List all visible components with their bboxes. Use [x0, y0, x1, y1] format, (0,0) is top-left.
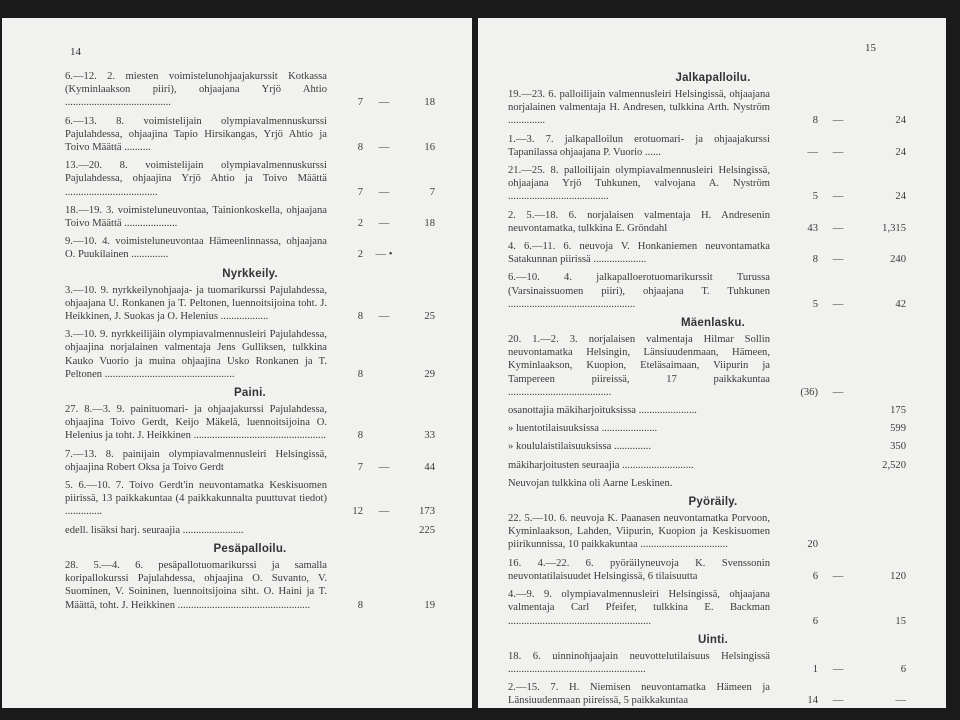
entry-value-end: 599 — [890, 423, 906, 435]
section-heading: Pyöräily. — [688, 496, 738, 509]
entry-dash: — — [378, 97, 390, 109]
entry-value-end: 44 — [424, 461, 435, 473]
entry-dash: — — [378, 311, 390, 323]
entry-value-end: 16 — [424, 142, 435, 154]
entry-description: 20. 1.—2. 3. norjalaisen valmentaja Hilmar Sollin neuvontamatka Helsingin, Länsiuudenmaan, Hämeen, Kyminlaakson, Kuopion, Eteläsaimaan, Viipurin ja Tampereen piireissä, 17 paikkakuntaa ....................................... — [508, 334, 770, 398]
entry-dash: — — [832, 115, 844, 127]
entry-description: 19.—23. 6. palloilijain valmennusleiri Helsingissä, ohjaajana norjalainen valmentaja H. Andresen, tulkkina Arth. Nyström .............. — [508, 89, 770, 127]
entry-description: 4.—9. 9. olympiavalmennusleiri Helsingissä, ohjaajana valmentaja Carl Pfeifer, tulkkina E. Backman ...................................................... — [508, 589, 770, 627]
entry-value-start: 8 — [357, 599, 363, 611]
table-row — [65, 159, 435, 199]
table-row — [508, 459, 918, 472]
entry-value-start: 7 — [357, 97, 363, 109]
table-row — [65, 115, 435, 155]
entry-dash: — — [832, 254, 844, 266]
table-row — [508, 588, 918, 628]
table-row — [508, 440, 918, 453]
page-number-right: 15 — [865, 42, 876, 54]
entry-dash: — — [832, 386, 844, 398]
entry-description: Neuvojan tulkkina oli Aarne Leskinen. — [508, 477, 673, 489]
entry-value-end: 18 — [424, 218, 435, 230]
table-row — [65, 70, 435, 110]
table-row — [65, 403, 435, 443]
entry-description: 2. 5.—18. 6. norjalaisen valmentaja H. Andresenin neuvontamatka, tulkkina E. Gröndahl — [508, 209, 770, 234]
entry-dash: — — [378, 218, 390, 230]
entry-value-end: — — [895, 695, 906, 707]
entry-value-start: 5 — [812, 298, 818, 310]
entry-description: 2.—15. 7. H. Niemisen neuvontamatka Hämeen ja Länsiuudenmaan piireissä, 5 paikkakuntaa — [508, 682, 770, 707]
table-row — [508, 557, 918, 583]
table-row — [508, 333, 918, 399]
entry-dash: — — [378, 461, 390, 473]
table-row — [508, 209, 918, 235]
entry-value-end: 7 — [429, 186, 435, 198]
entry-value-start: 5 — [812, 191, 818, 203]
table-row — [508, 650, 918, 676]
entry-value-start: 6 — [812, 570, 818, 582]
entry-value-end: 42 — [895, 298, 906, 310]
right-page — [478, 18, 946, 708]
entry-value-start: — — [807, 146, 818, 158]
entry-description: 21.—25. 8. palloilijain olympiavalmennusleiri Helsingissä, ohjaajana Yrjö Tuhkunen, valvojana A. Nyström ...................................... — [508, 165, 770, 203]
entry-description: 1.—3. 7. jalkapalloilun erotuomari- ja ohjaajakurssi Tapanilassa ohjaajana P. Vuorio ...... — [508, 133, 770, 158]
entry-value-start: 8 — [812, 254, 818, 266]
entry-dash: — — [832, 191, 844, 203]
entry-dash: — — [832, 146, 844, 158]
entry-value-end: 350 — [890, 441, 906, 453]
entry-value-start: 8 — [357, 368, 363, 380]
entry-value-end: 1,315 — [882, 222, 906, 234]
entry-description: 3.—10. 9. nyrkkeilynohjaaja- ja tuomarikurssi Pajulahdessa, ohjaajana U. Ronkanen ja T. Peltonen, luennoitsijoina toht. J. Heikkinen, J. Suokas ja O. Helenius .................. — [65, 284, 327, 323]
table-row — [65, 524, 435, 537]
entry-dash: — — [832, 695, 844, 707]
entry-value-start: 1 — [812, 663, 818, 675]
entry-description: 13.—20. 8. voimistelijain olympiavalmennuskurssi Pajulahdessa, ohjaajina Yrjö Ahtio ja Toivo Määttä ................................... — [65, 160, 327, 198]
table-row — [65, 284, 435, 324]
entry-value-start: 2 — [357, 218, 363, 230]
right-column — [508, 66, 918, 713]
entry-dash: — — [832, 222, 844, 234]
entry-value-end: 18 — [424, 97, 435, 109]
table-row — [65, 479, 435, 519]
entry-value-start: (36) — [800, 386, 818, 398]
entry-dash: — — [832, 663, 844, 675]
entry-value-end: 24 — [895, 115, 906, 127]
table-row — [508, 681, 918, 707]
table-row — [508, 512, 918, 552]
entry-description: 9.—10. 4. voimisteluneuvontaa Hämeenlinnassa, ohjaajana O. Puukilainen .............. — [65, 236, 327, 261]
entry-description: 4. 6.—11. 6. neuvoja V. Honkaniemen neuvontamatka Satakunnan piirissä .................... — [508, 241, 770, 266]
entry-dash: — — [832, 570, 844, 582]
entry-value-end: 240 — [890, 254, 906, 266]
entry-description: 6.—10. 4. jalkapalloerotuomarikurssit Turussa (Varsinaissuomen piiri), ohjaajana T. Tuhkunen ................................................ — [508, 272, 770, 310]
entry-value-end: 120 — [890, 570, 906, 582]
entry-value-end: 29 — [424, 368, 435, 380]
section-heading: Jalkapalloilu. — [675, 72, 751, 84]
entry-value-end: 24 — [895, 191, 906, 203]
entry-description: osanottajia mäkiharjoituksissa ...................... — [508, 405, 697, 417]
entry-value-end: 33 — [424, 430, 435, 442]
page-number-left: 14 — [70, 46, 81, 58]
entry-value-end: 25 — [424, 311, 435, 323]
entry-value-end: 6 — [900, 663, 906, 675]
section-heading: Uinti. — [698, 633, 728, 646]
entry-value-start: 2 — [357, 249, 363, 261]
table-row — [508, 164, 918, 204]
entry-description: 5. 6.—10. 7. Toivo Gerdt'in neuvontamatka Keskisuomen piirissä, 13 paikkakuntaa (4 paikkakunnalta puuttuvat tiedot) .............. — [65, 480, 327, 518]
entry-value-start: 7 — [357, 186, 363, 198]
entry-value-start: 8 — [812, 115, 818, 127]
entry-description: mäkiharjoitusten seuraajia ........................... — [508, 459, 694, 471]
entry-value-end: 19 — [424, 599, 435, 611]
table-row — [508, 477, 918, 490]
entry-dash: — • — [375, 249, 393, 261]
entry-value-end: 173 — [419, 506, 435, 518]
entry-value-start: 6 — [812, 615, 818, 627]
table-row — [508, 404, 918, 417]
entry-value-start: 8 — [357, 142, 363, 154]
table-row — [508, 133, 918, 159]
entry-dash: — — [378, 506, 390, 518]
entry-description: » koululaistilaisuuksissa .............. — [508, 441, 652, 453]
table-row — [65, 448, 435, 474]
table-row — [508, 422, 918, 435]
entry-value-end: 225 — [419, 524, 435, 536]
entry-description: 16. 4.—22. 6. pyöräilyneuvoja K. Svenssonin neuvontatilaisuudet Helsingissä, 6 tilaisuutta — [508, 557, 770, 582]
entry-description: 6.—12. 2. miesten voimistelunohjaajakurssit Kotkassa (Kyminlaakson piiri), ohjaajana Yrjö Ahtio ........................................ — [65, 71, 327, 109]
entry-value-start: 7 — [357, 461, 363, 473]
table-row — [508, 88, 918, 128]
entry-value-start: 20 — [807, 539, 818, 551]
section-heading: Paini. — [234, 387, 266, 400]
left-column — [65, 70, 435, 617]
entry-value-end: 15 — [895, 615, 906, 627]
entry-description: 28. 5.—4. 6. pesäpallotuomarikurssi ja samalla koripallokurssi Pajulahdessa, ohjaajina O. Suvanto, V. Suominen, V. Soininen, luennoitsijoina siht. O. Haini ja T. Määttä, toht. J. Heikkinen .................................................. — [65, 559, 327, 611]
section-heading: Pesäpalloilu. — [213, 542, 287, 555]
entry-value-end: 175 — [890, 405, 906, 417]
table-row — [65, 328, 435, 381]
entry-description: 18.—19. 3. voimisteluneuvontaa, Tainionkoskella, ohjaajana Toivo Määttä .................... — [65, 204, 327, 230]
entry-value-start: 14 — [807, 695, 818, 707]
entry-dash: — — [378, 142, 390, 154]
entry-description: 7.—13. 8. painijain olympiavalmennusleiri Helsingissä, ohjaajina Robert Oksa ja Toivo Gerdt — [65, 448, 327, 473]
entry-value-start: 12 — [352, 506, 363, 518]
table-row — [508, 271, 918, 311]
entry-value-end: 24 — [895, 146, 906, 158]
left-page — [2, 18, 472, 708]
entry-description: 18. 6. uinninohjaajain neuvottelutilaisuus Helsingissä .................................................... — [508, 650, 770, 675]
entry-value-end: 2,520 — [882, 459, 906, 471]
section-heading: Nyrkkeily. — [222, 267, 278, 280]
entry-description: 27. 8.—3. 9. painituomari- ja ohjaajakurssi Pajulahdessa, ohjaajina Toivo Gerdt, Keijo Mäkelä, luennoitsijoina O. Helenius ja toht. J. Heikkinen .................................................. — [65, 404, 327, 442]
section-heading: Mäenlasku. — [681, 317, 745, 330]
entry-value-start: 8 — [357, 311, 363, 323]
entry-description: 22. 5.—10. 6. neuvoja K. Paanasen neuvontamatka Porvoon, Kyminlaakson, Lahden, Viipurin, Kuopion ja Keskisuomen piirikunnissa, 10 paikkakuntaa ................................. — [508, 513, 770, 551]
entry-dash: — — [832, 298, 844, 310]
entry-description: 6.—13. 8. voimistelijain olympiavalmennuskurssi Pajulahdessa, ohjaajina Tapio Hirsikangas, Yrjö Ahtio ja Toivo Määttä .......... — [65, 115, 327, 154]
table-row — [65, 559, 435, 612]
entry-value-start: 43 — [807, 222, 818, 234]
entry-description: » luentotilaisuuksissa ..................... — [508, 423, 658, 435]
table-row — [65, 235, 435, 261]
table-row — [508, 240, 918, 266]
entry-value-start: 8 — [357, 430, 363, 442]
entry-dash: — — [378, 186, 390, 198]
entry-description: 3.—10. 9. nyrkkeilijäin olympiavalmennusleiri Pajulahdessa, ohjaajina norjalainen valmentaja Jens Gulliksen, tulkkina Kauko Vuorio ja muina ohjaajina Usko Ronkanen ja T. Peltonen ................................................. — [65, 329, 327, 380]
table-row — [65, 204, 435, 230]
entry-description: edell. lisäksi harj. seuraajia ....................... — [65, 524, 244, 536]
